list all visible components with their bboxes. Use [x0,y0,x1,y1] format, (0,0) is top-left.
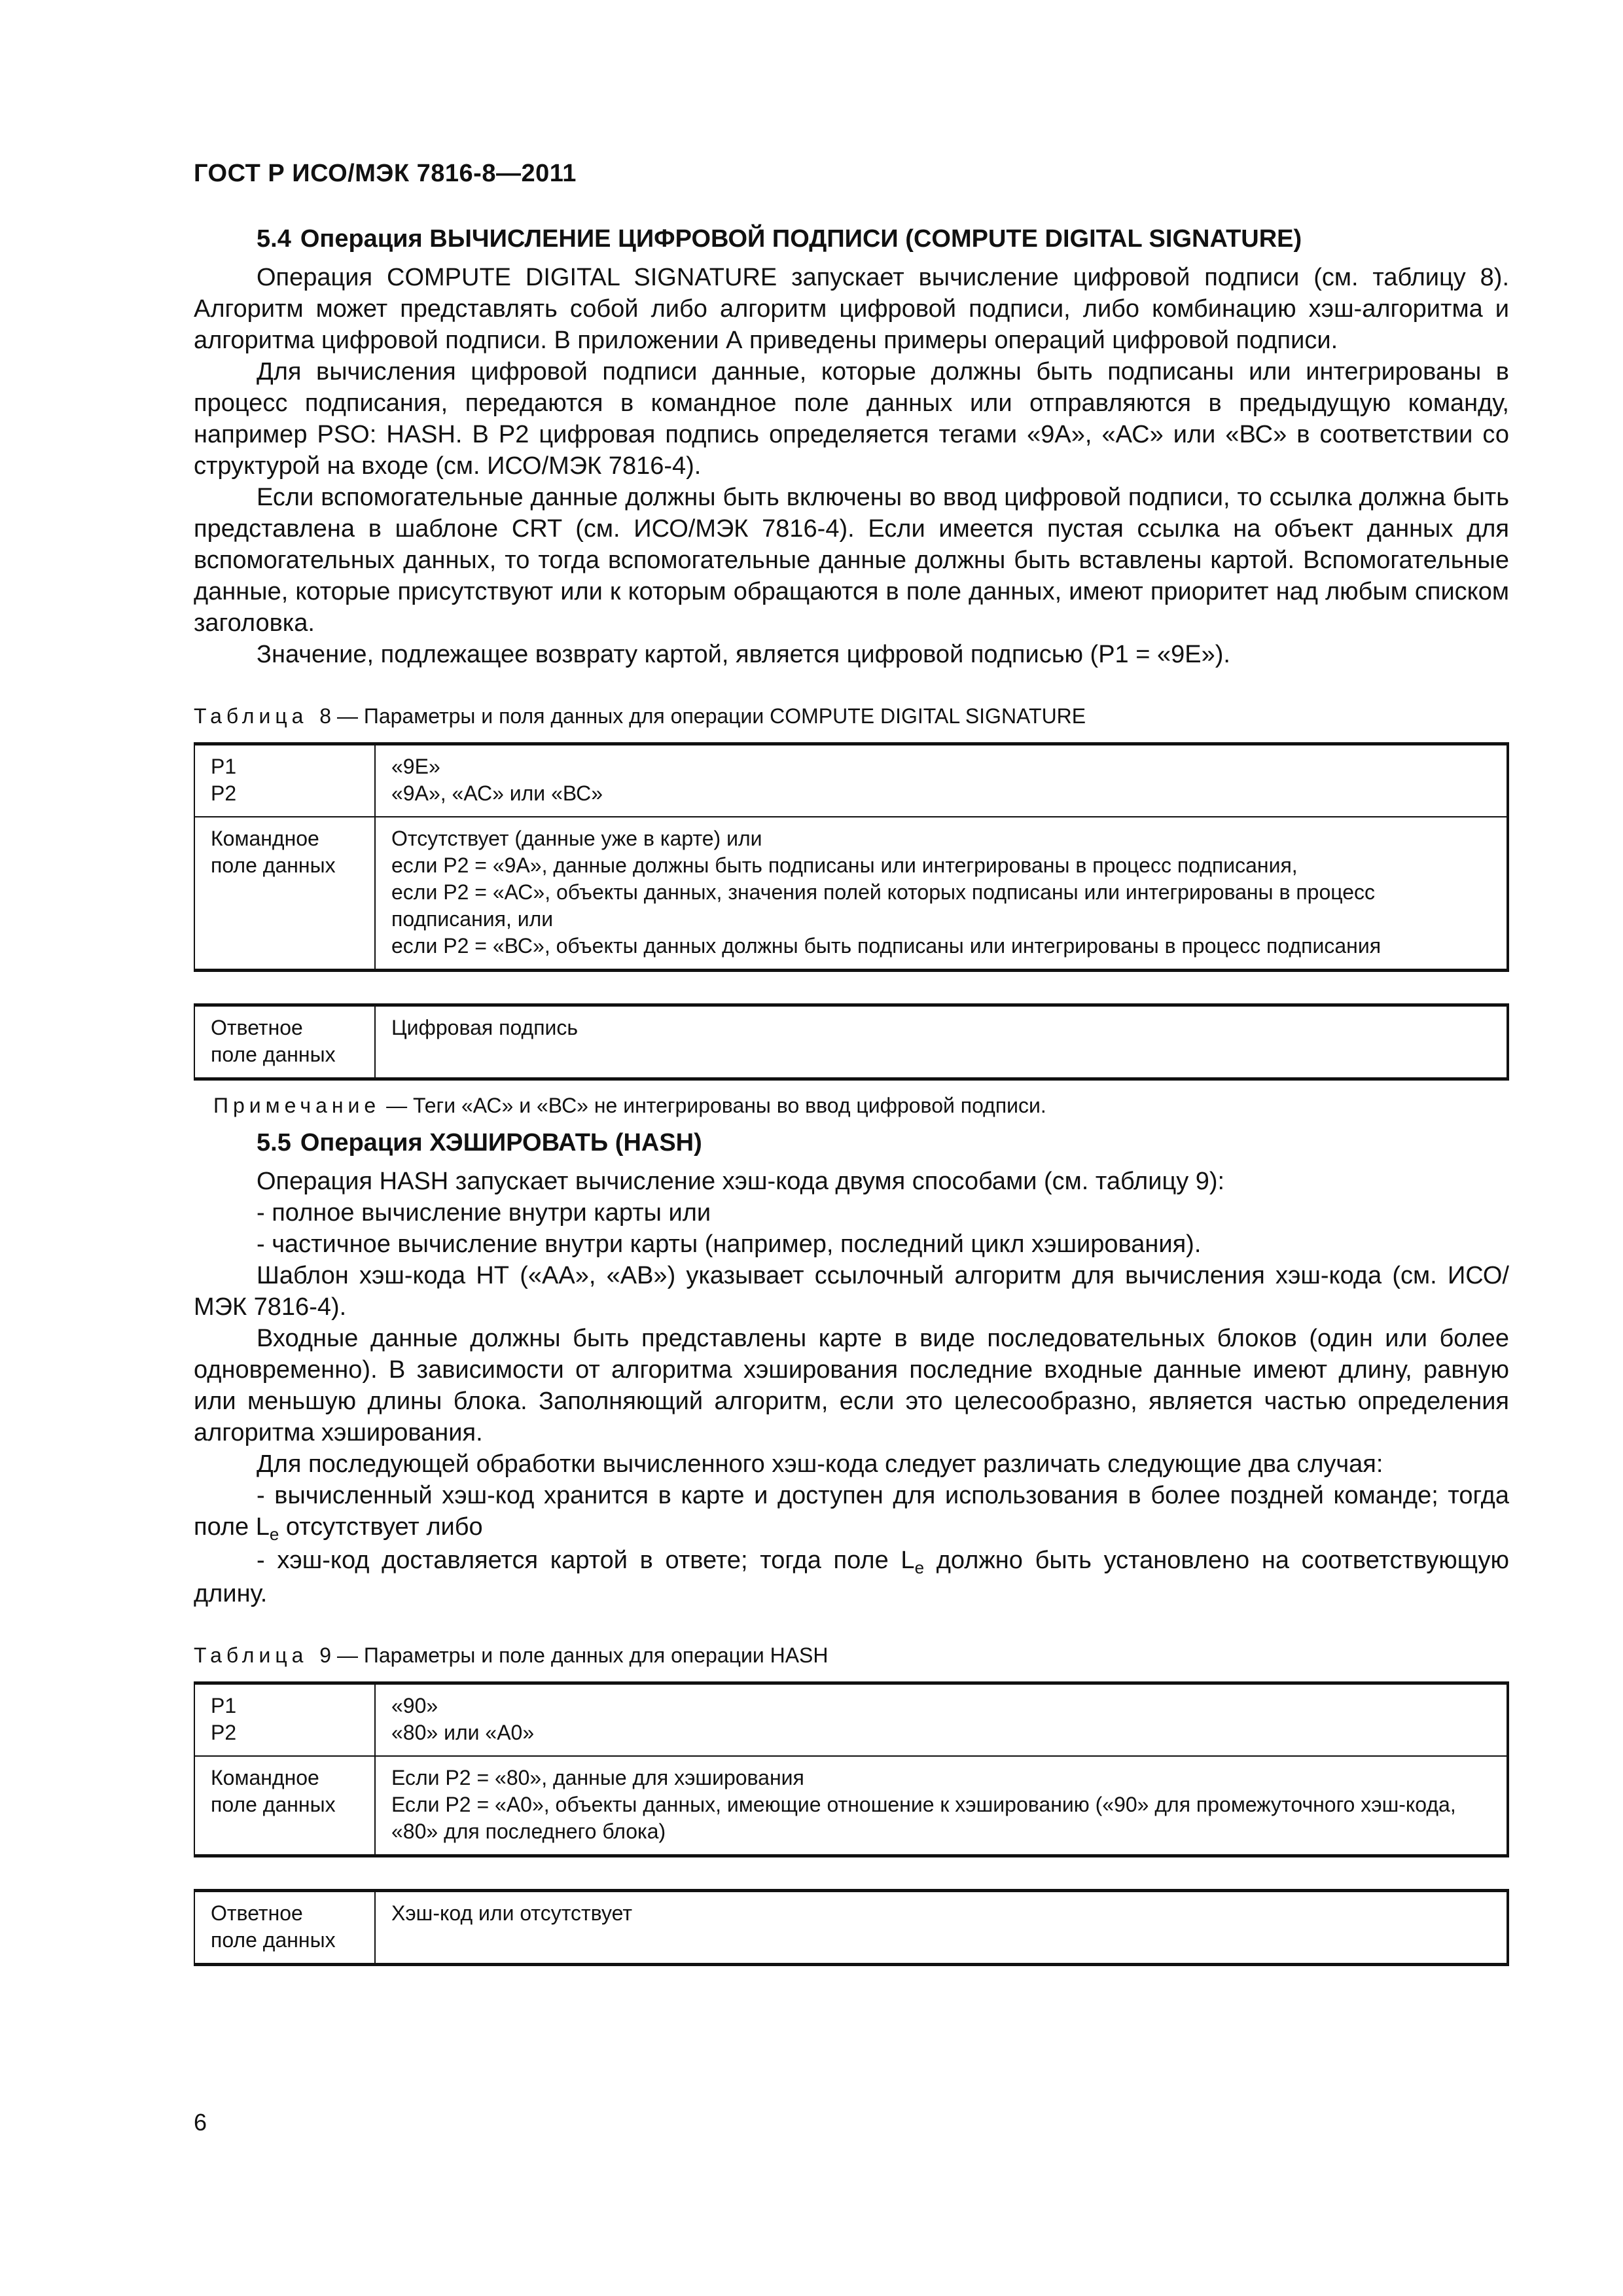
section-number: 5.5 [257,1129,291,1157]
cell-line: Командное [211,1766,319,1789]
paragraph: Входные данные должны быть представлены карте в виде последовательных блоков (один или более одновременно). В зависимости от алгоритма хэширования последние входные данные имеют длину, равную или меньшую длины блока. Заполняющий алгоритм, если это целесообразно, является частью определения алгоритма хэширования. [194,1325,1509,1446]
table-cell: Цифровая подпись [391,1016,579,1039]
table-cell [375,1756,1508,1856]
paragraph: Значение, подлежащее возврату картой, является цифровой подписью (Р1 = «9Е»). [257,641,1230,668]
document-header: ГОСТ Р ИСО/МЭК 7816-8—2011 [194,160,577,187]
list-item-text: отсутствует либо [279,1513,483,1541]
paragraph: Операция COMPUTE DIGITAL SIGNATURE запускает вычисление цифровой подписи (см. таблицу 8). Алгоритм может представлять собой либо алгоритм цифровой подписи, либо комбинацию хэш-алгоритма и алгоритма цифровой подписи. В приложении А приведены примеры операций цифровой подписи. [194,264,1509,354]
cell-line: Командное [211,827,319,850]
table-9-response [194,1889,1509,1966]
page-content [194,221,1509,1966]
cell-line: «9А», «АС» или «ВС» [391,781,603,805]
cell-line: Отсутствует (данные уже в карте) или [391,827,762,850]
table-row [194,1683,1508,1757]
table-row [194,744,1508,817]
cell-line: Ответное [211,1016,303,1039]
cell-line: Ответное [211,1901,303,1925]
cell-line: поле данных [211,1928,336,1952]
cell-line: «80» или «А0» [391,1721,535,1744]
subscript: e [269,1524,279,1544]
table-cell [375,744,1508,817]
section-title: Операция ХЭШИРОВАТЬ (HASH) [300,1129,702,1157]
paragraph: Для последующей обработки вычисленного хэш-кода следует различать следующие два случая: [257,1450,1383,1478]
subscript: e [914,1558,925,1577]
note-text: — Теги «АС» и «ВС» не интегрированы во ввод цифровой подписи. [380,1094,1046,1117]
note-label: Примечание [213,1094,381,1117]
list-item-text: должно быть установлено на соответствующую длину. [194,1547,1509,1607]
list-item [194,1480,1509,1545]
cell-line: «90» [391,1694,438,1717]
caption-text: 9 — Параметры и поле данных для операции HASH [319,1643,829,1667]
table-cell [194,817,375,971]
table-8-response [194,1003,1509,1081]
table-8-command [194,742,1509,972]
table-row [194,817,1508,971]
table-cell [194,744,375,817]
cell-line: поле данных [211,1043,336,1066]
cell-line: Р2 [211,1721,237,1744]
list-item: - полное вычисление внутри карты или [257,1199,711,1227]
list-item-text: - хэш-код доставляется картой в ответе; тогда поле L [257,1547,915,1574]
list-item-text: - вычисленный хэш-код хранится в карте и доступен для использования в более поздней команде; тогда поле L [194,1482,1509,1541]
cell-line: Р1 [211,755,237,778]
table-cell [375,1683,1508,1757]
cell-line: Р2 [211,781,237,805]
table-cell [194,1756,375,1856]
cell-line: Если Р2 = «80», данные для хэширования [391,1766,804,1789]
table-9-command [194,1681,1509,1857]
section-number: 5.4 [257,225,291,253]
cell-line: Если Р2 = «А0», объекты данных, имеющие отношение к хэшированию («90» для промежуточного хэш-кода, «80» для последнего блока) [391,1793,1456,1843]
table-8-note [194,1091,1509,1120]
table-row [194,1756,1508,1856]
caption-label: Таблица [194,704,308,728]
section-5-4-heading [194,221,1509,257]
list-item: - частичное вычисление внутри карты (например, последний цикл хэширования). [257,1230,1202,1258]
caption-text: 8 — Параметры и поля данных для операции COMPUTE DIGITAL SIGNATURE [319,704,1086,728]
cell-line: поле данных [211,853,336,877]
paragraph: Для вычисления цифровой подписи данные, которые должны быть подписаны или интегрированы в процесс подписания, передаются в командное поле данных или отправляются в предыдущую команду, например PSO: HASH. В Р2 цифровая подпись определяется тегами «9А», «АС» или «ВС» в соответствии со структурой на входе (см. ИСО/МЭК 7816-4). [194,358,1509,480]
cell-line: если Р2 = «ВС», объекты данных должны быть подписаны или интегрированы в процесс подписания [391,934,1382,958]
table-cell: Хэш-код или отсутствует [391,1901,632,1925]
table-cell [375,817,1508,971]
paragraph: Шаблон хэш-кода НТ («АА», «АВ») указывает ссылочный алгоритм для вычисления хэш-кода (см. ИСО/МЭК 7816-4). [194,1262,1509,1321]
cell-line: Р1 [211,1694,237,1717]
table-row [194,1891,1508,1965]
cell-line: если Р2 = «9А», данные должны быть подписаны или интегрированы в процесс подписания, [391,853,1298,877]
paragraph: Если вспомогательные данные должны быть включены во ввод цифровой подписи, то ссылка должна быть представлена в шаблоне CRT (см. ИСО/МЭК 7816-4). Если имеется пустая ссылка на объект данных для вспомогательных данных, то тогда вспомогательные данные должны быть вставлены картой. Вспомогательные данные, которые присутствуют или к которым обращаются в поле данных, имеют приоритет над любым списком заголовка. [194,484,1509,637]
caption-label: Таблица [194,1643,308,1667]
cell-line: поле данных [211,1793,336,1816]
table-row [194,1005,1508,1079]
section-title: Операция ВЫЧИСЛЕНИЕ ЦИФРОВОЙ ПОДПИСИ (COMPUTE DIGITAL SIGNATURE) [300,225,1302,253]
list-item [194,1545,1509,1609]
table-cell [194,1683,375,1757]
table-8-caption [194,702,1509,730]
table-cell [194,1891,375,1965]
cell-line: «9Е» [391,755,440,778]
page-number: 6 [194,2109,207,2136]
cell-line: если Р2 = «АС», объекты данных, значения полей которых подписаны или интегрированы в процесс подписания, или [391,880,1376,931]
table-cell [194,1005,375,1079]
paragraph: Операция HASH запускает вычисление хэш-кода двумя способами (см. таблицу 9): [257,1168,1225,1195]
table-9-caption [194,1641,1509,1670]
section-5-5-heading [194,1125,1509,1160]
